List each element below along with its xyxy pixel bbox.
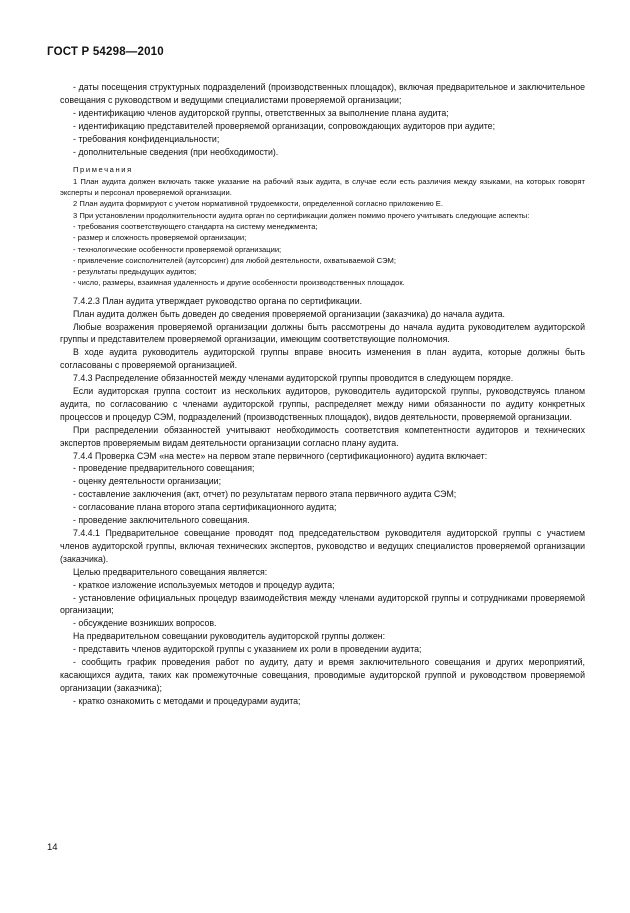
- paragraph: - представить членов аудиторской группы с указанием их роли в проведении аудита;: [73, 644, 422, 655]
- paragraph: - идентификацию представителей проверяемой организации, сопровождающих аудиторов при аудите;: [73, 120, 496, 131]
- note-item: 3 При установлении продолжительности аудита орган по сертификации должен помимо прочего учитывать следующие аспекты:: [73, 210, 530, 220]
- note-item: - требования соответствующего стандарта на систему менеджмента;: [73, 221, 318, 231]
- paragraph: - установление официальных процедур взаимодействия между членами аудиторской группы и сотрудниками проверяемой организации;: [60, 592, 585, 616]
- paragraph: - требования конфиденциальности;: [73, 133, 220, 144]
- note-item: 2 План аудита формируют с учетом нормативной трудоемкости, определенной согласно приложению Е.: [73, 199, 443, 209]
- paragraph: 7.4.3 Распределение обязанностей между членами аудиторской группы проводится в следующем порядке.: [73, 373, 514, 384]
- paragraph: - дополнительные сведения (при необходимости).: [73, 146, 279, 157]
- notes-section: [60, 164, 585, 288]
- note-item: - привлечение соисполнителей (аутсорсинг) для любой деятельности, охватываемой СЭМ;: [73, 255, 396, 265]
- paragraph: - обсуждение возникших вопросов.: [73, 618, 217, 629]
- note-item: - технологические особенности проверяемой организации;: [73, 244, 282, 254]
- note-item: 1 План аудита должен включать также указание на рабочий язык аудита, в случае если есть различия между языками, на которых говорят эксперты и персонал проверяемой организации.: [60, 176, 585, 198]
- document-header: ГОСТ Р 54298—2010: [47, 46, 164, 58]
- paragraph: Любые возражения проверяемой организации должны быть рассмотрены до начала аудита руководителем аудиторской группы и представителем проверяемой организации, имеющим соответствующие полномочия.: [60, 321, 585, 345]
- paragraph: - идентификацию членов аудиторской группы, ответственных за выполнение плана аудита;: [73, 107, 449, 118]
- paragraph: - оценку деятельности организации;: [73, 476, 222, 487]
- document-body: [60, 81, 585, 708]
- note-item: - результаты предыдущих аудитов;: [73, 267, 197, 277]
- paragraph: - проведение заключительного совещания.: [73, 515, 250, 526]
- paragraph: Целью предварительного совещания является:: [73, 566, 268, 577]
- paragraph: - проведение предварительного совещания;: [73, 463, 255, 474]
- paragraph: 7.4.2.3 План аудита утверждает руководство органа по сертификации.: [73, 295, 363, 306]
- paragraph: - сообщить график проведения работ по аудиту, дату и время заключительного совещания и других мероприятий, касающихся аудита, таких как промежуточные совещания, проводимые аудиторской группой и руководством проверяемой организации (заказчика);: [60, 657, 585, 693]
- paragraph: - составление заключения (акт, отчет) по результатам первого этапа первичного аудита СЭМ;: [73, 489, 457, 500]
- paragraph: На предварительном совещании руководитель аудиторской группы должен:: [73, 631, 386, 642]
- paragraph: В ходе аудита руководитель аудиторской группы вправе вносить изменения в план аудита, которые должны быть согласованы с проверяемой организацией.: [60, 347, 585, 371]
- paragraph: 7.4.4.1 Предварительное совещание проводят под председательством руководителя аудиторской группы с участием членов аудиторской группы, включая технических экспертов, руководство и ведущих специалистов проверяемой организации (заказчика).: [60, 528, 585, 564]
- page-number: 14: [47, 842, 58, 853]
- paragraph: - кратко ознакомить с методами и процедурами аудита;: [73, 695, 301, 706]
- note-item: - размер и сложность проверяемой организации;: [73, 233, 247, 243]
- paragraph: Если аудиторская группа состоит из нескольких аудиторов, руководитель аудиторской группы, руководствуясь планом аудита, по согласованию с членами аудиторской группы, распределяет между ними обязанности по аудиту конкретных процессов и процедур СЭМ, подразделений (производственных площадок), видов деятельности, проверяемой организации.: [60, 386, 585, 422]
- paragraph: 7.4.4 Проверка СЭМ «на месте» на первом этапе первичного (сертификационного) аудита включает:: [73, 450, 488, 461]
- paragraph: - даты посещения структурных подразделений (производственных площадок), включая предварительное и заключительное совещания с руководством и ведущими специалистами проверяемой организации;: [60, 82, 585, 105]
- paragraph: - краткое изложение используемых методов и процедур аудита;: [73, 579, 335, 590]
- paragraph: - согласование плана второго этапа сертификационного аудита;: [73, 502, 337, 513]
- note-item: - число, размеры, взаимная удаленность и другие особенности производственных площадок.: [73, 278, 405, 288]
- section-7-4-2-3-to-7-4-4-1: [60, 295, 585, 708]
- paragraph: При распределении обязанностей учитывают необходимость соответствия компетентности аудиторов и технических экспертов проверяемым видам деятельности организации согласно плану аудита.: [60, 424, 585, 448]
- audit-plan-contents: [60, 81, 585, 158]
- notes-title: Примечания: [73, 165, 133, 175]
- paragraph: План аудита должен быть доведен до сведения проверяемой организации (заказчика) до начала аудита.: [73, 308, 505, 319]
